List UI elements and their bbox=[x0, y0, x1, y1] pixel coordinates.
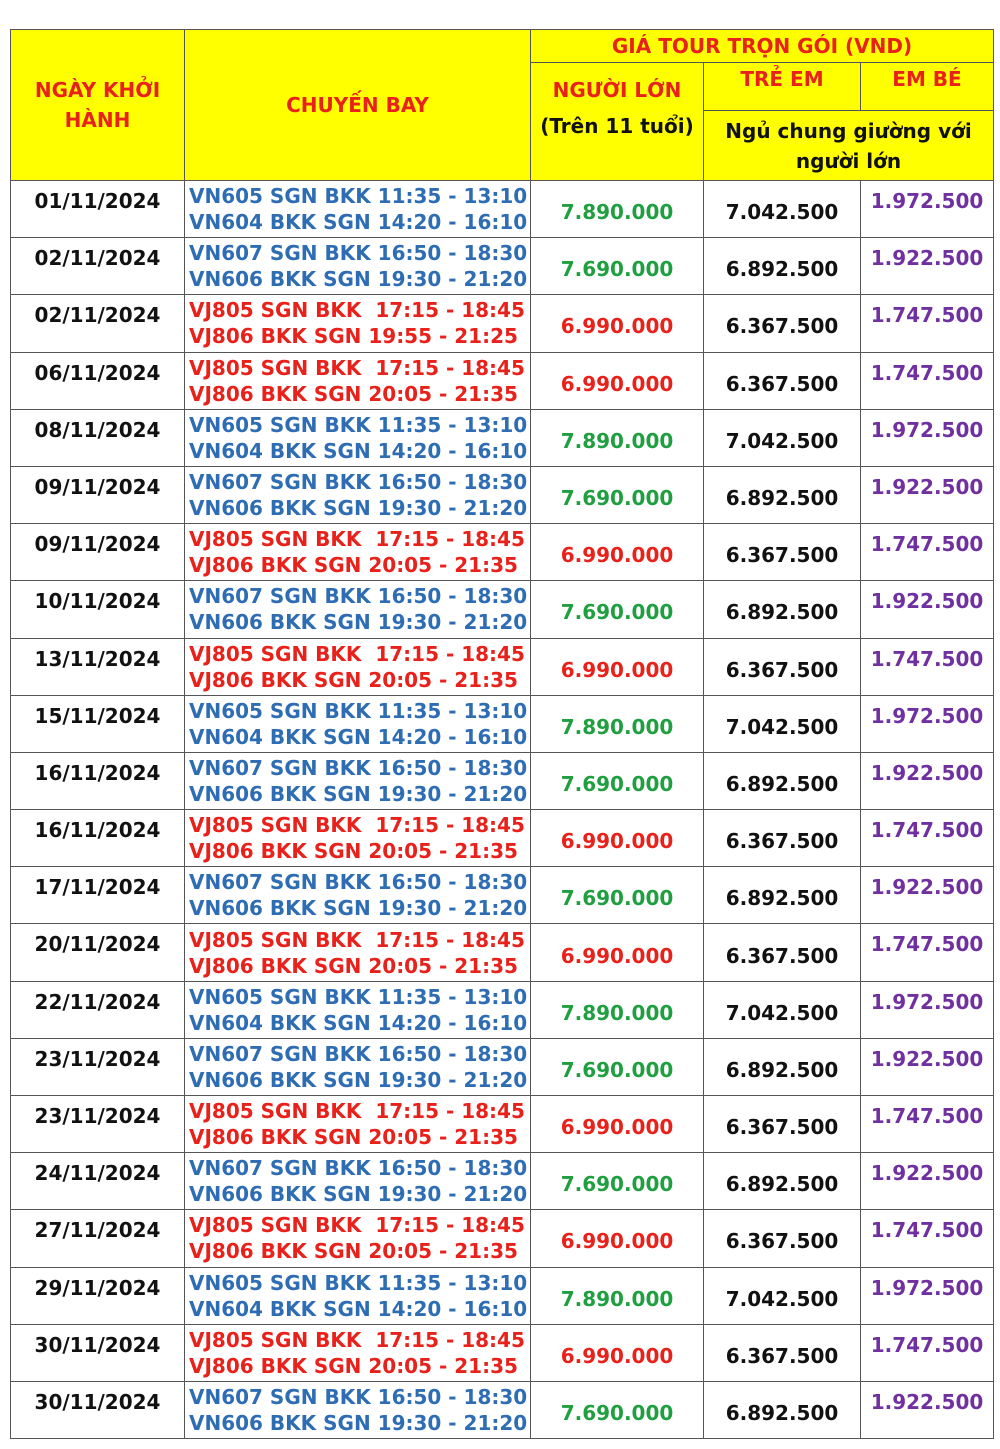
departure-date: 20/11/2024 bbox=[11, 924, 185, 981]
child-price: 6.367.500 bbox=[704, 810, 861, 867]
return-flight: VN606 BKK SGN 19:30 - 21:20 bbox=[189, 896, 528, 921]
adult-price: 7.890.000 bbox=[531, 1267, 704, 1324]
outbound-flight: VN605 SGN BKK 11:35 - 13:10 bbox=[189, 698, 528, 723]
table-row bbox=[11, 1381, 994, 1438]
adult-price: 6.990.000 bbox=[531, 810, 704, 867]
flight-info bbox=[185, 752, 531, 809]
outbound-flight: VJ805 SGN BKK 17:15 - 18:45 bbox=[189, 355, 525, 380]
header-infant: EM BÉ bbox=[861, 63, 994, 111]
departure-date: 22/11/2024 bbox=[11, 981, 185, 1038]
flight-info bbox=[185, 295, 531, 352]
adult-price: 7.690.000 bbox=[531, 466, 704, 523]
flight-info bbox=[185, 695, 531, 752]
child-price: 6.367.500 bbox=[704, 524, 861, 581]
table-row bbox=[11, 409, 994, 466]
outbound-flight: VJ805 SGN BKK 17:15 - 18:45 bbox=[189, 1099, 525, 1124]
adult-price: 6.990.000 bbox=[531, 1324, 704, 1381]
adult-price: 7.890.000 bbox=[531, 181, 704, 238]
table-row bbox=[11, 1096, 994, 1153]
header-departure-date: NGÀY KHỞI HÀNH bbox=[11, 30, 185, 181]
outbound-flight: VN607 SGN BKK 16:50 - 18:30 bbox=[189, 241, 528, 266]
flight-info bbox=[185, 352, 531, 409]
departure-date: 23/11/2024 bbox=[11, 1096, 185, 1153]
flight-info bbox=[185, 810, 531, 867]
child-price: 7.042.500 bbox=[704, 409, 861, 466]
outbound-flight: VN607 SGN BKK 16:50 - 18:30 bbox=[189, 1156, 528, 1181]
child-price: 6.892.500 bbox=[704, 867, 861, 924]
infant-price: 1.972.500 bbox=[861, 1267, 994, 1324]
adult-price: 7.690.000 bbox=[531, 1381, 704, 1438]
flight-info bbox=[185, 1267, 531, 1324]
infant-price: 1.747.500 bbox=[861, 295, 994, 352]
return-flight: VN606 BKK SGN 19:30 - 21:20 bbox=[189, 267, 528, 292]
outbound-flight: VJ805 SGN BKK 17:15 - 18:45 bbox=[189, 641, 525, 666]
adult-price: 7.690.000 bbox=[531, 581, 704, 638]
adult-price: 7.690.000 bbox=[531, 238, 704, 295]
outbound-flight: VJ805 SGN BKK 17:15 - 18:45 bbox=[189, 813, 525, 838]
departure-date: 09/11/2024 bbox=[11, 466, 185, 523]
return-flight: VN604 BKK SGN 14:20 - 16:10 bbox=[189, 1296, 528, 1321]
outbound-flight: VN607 SGN BKK 16:50 - 18:30 bbox=[189, 1041, 528, 1066]
child-price: 6.367.500 bbox=[704, 1096, 861, 1153]
return-flight: VJ806 BKK SGN 20:05 - 21:35 bbox=[189, 1125, 518, 1150]
adult-price: 6.990.000 bbox=[531, 1096, 704, 1153]
departure-date: 30/11/2024 bbox=[11, 1381, 185, 1438]
adult-price: 7.890.000 bbox=[531, 695, 704, 752]
return-flight: VJ806 BKK SGN 19:55 - 21:25 bbox=[189, 324, 518, 349]
child-price: 6.367.500 bbox=[704, 352, 861, 409]
flight-info bbox=[185, 638, 531, 695]
infant-price: 1.922.500 bbox=[861, 1381, 994, 1438]
flight-info bbox=[185, 181, 531, 238]
outbound-flight: VN605 SGN BKK 11:35 - 13:10 bbox=[189, 184, 528, 209]
child-price: 7.042.500 bbox=[704, 1267, 861, 1324]
flight-info bbox=[185, 1324, 531, 1381]
return-flight: VN606 BKK SGN 19:30 - 21:20 bbox=[189, 1067, 528, 1092]
outbound-flight: VN607 SGN BKK 16:50 - 18:30 bbox=[189, 870, 528, 895]
outbound-flight: VJ805 SGN BKK 17:15 - 18:45 bbox=[189, 1213, 525, 1238]
table-row bbox=[11, 1210, 994, 1267]
departure-date: 13/11/2024 bbox=[11, 638, 185, 695]
flight-info bbox=[185, 981, 531, 1038]
adult-price: 6.990.000 bbox=[531, 352, 704, 409]
infant-price: 1.922.500 bbox=[861, 581, 994, 638]
child-price: 6.892.500 bbox=[704, 1381, 861, 1438]
outbound-flight: VN607 SGN BKK 16:50 - 18:30 bbox=[189, 584, 528, 609]
departure-date: 02/11/2024 bbox=[11, 295, 185, 352]
infant-price: 1.747.500 bbox=[861, 924, 994, 981]
outbound-flight: VJ805 SGN BKK 17:15 - 18:45 bbox=[189, 927, 525, 952]
return-flight: VJ806 BKK SGN 20:05 - 21:35 bbox=[189, 953, 518, 978]
child-price: 7.042.500 bbox=[704, 981, 861, 1038]
departure-date: 02/11/2024 bbox=[11, 238, 185, 295]
child-price: 6.367.500 bbox=[704, 924, 861, 981]
header-child: TRẺ EM bbox=[704, 63, 861, 111]
infant-price: 1.922.500 bbox=[861, 238, 994, 295]
header-shared-bed-note: Ngủ chung giường với người lớn bbox=[704, 111, 994, 181]
departure-date: 24/11/2024 bbox=[11, 1153, 185, 1210]
return-flight: VN606 BKK SGN 19:30 - 21:20 bbox=[189, 1411, 528, 1436]
header-adult bbox=[531, 63, 704, 181]
tour-price-table bbox=[10, 29, 994, 1439]
child-price: 6.367.500 bbox=[704, 1324, 861, 1381]
outbound-flight: VN607 SGN BKK 16:50 - 18:30 bbox=[189, 755, 528, 780]
return-flight: VN606 BKK SGN 19:30 - 21:20 bbox=[189, 610, 528, 635]
child-price: 6.367.500 bbox=[704, 295, 861, 352]
outbound-flight: VN607 SGN BKK 16:50 - 18:30 bbox=[189, 1385, 528, 1410]
departure-date: 30/11/2024 bbox=[11, 1324, 185, 1381]
infant-price: 1.972.500 bbox=[861, 181, 994, 238]
departure-date: 27/11/2024 bbox=[11, 1210, 185, 1267]
infant-price: 1.972.500 bbox=[861, 695, 994, 752]
flight-info bbox=[185, 581, 531, 638]
adult-price: 7.890.000 bbox=[531, 409, 704, 466]
child-price: 6.892.500 bbox=[704, 581, 861, 638]
table-row bbox=[11, 1153, 994, 1210]
infant-price: 1.922.500 bbox=[861, 1153, 994, 1210]
infant-price: 1.747.500 bbox=[861, 524, 994, 581]
adult-price: 7.890.000 bbox=[531, 981, 704, 1038]
table-row bbox=[11, 1324, 994, 1381]
flight-info bbox=[185, 524, 531, 581]
return-flight: VJ806 BKK SGN 20:05 - 21:35 bbox=[189, 667, 518, 692]
adult-price: 7.690.000 bbox=[531, 867, 704, 924]
table-row bbox=[11, 924, 994, 981]
header-price-group: GIÁ TOUR TRỌN GÓI (VND) bbox=[531, 30, 994, 63]
infant-price: 1.747.500 bbox=[861, 810, 994, 867]
flight-info bbox=[185, 1038, 531, 1095]
table-row bbox=[11, 1038, 994, 1095]
return-flight: VN604 BKK SGN 14:20 - 16:10 bbox=[189, 724, 528, 749]
infant-price: 1.747.500 bbox=[861, 1210, 994, 1267]
flight-info bbox=[185, 238, 531, 295]
return-flight: VN604 BKK SGN 14:20 - 16:10 bbox=[189, 1010, 528, 1035]
departure-date: 16/11/2024 bbox=[11, 752, 185, 809]
departure-date: 16/11/2024 bbox=[11, 810, 185, 867]
child-price: 6.892.500 bbox=[704, 1153, 861, 1210]
child-price: 7.042.500 bbox=[704, 695, 861, 752]
outbound-flight: VN605 SGN BKK 11:35 - 13:10 bbox=[189, 984, 528, 1009]
outbound-flight: VN605 SGN BKK 11:35 - 13:10 bbox=[189, 1270, 528, 1295]
flight-info bbox=[185, 924, 531, 981]
table-row bbox=[11, 181, 994, 238]
child-price: 6.367.500 bbox=[704, 638, 861, 695]
departure-date: 17/11/2024 bbox=[11, 867, 185, 924]
flight-info bbox=[185, 409, 531, 466]
return-flight: VJ806 BKK SGN 20:05 - 21:35 bbox=[189, 839, 518, 864]
child-price: 6.892.500 bbox=[704, 238, 861, 295]
header-adult-label: NGƯỜI LỚN bbox=[552, 78, 682, 102]
table-row bbox=[11, 524, 994, 581]
adult-price: 6.990.000 bbox=[531, 295, 704, 352]
flight-info bbox=[185, 1381, 531, 1438]
table-row bbox=[11, 752, 994, 809]
table-row bbox=[11, 638, 994, 695]
header-flight: CHUYẾN BAY bbox=[185, 30, 531, 181]
departure-date: 29/11/2024 bbox=[11, 1267, 185, 1324]
table-row bbox=[11, 810, 994, 867]
table-row bbox=[11, 295, 994, 352]
child-price: 6.892.500 bbox=[704, 1038, 861, 1095]
flight-info bbox=[185, 1210, 531, 1267]
adult-price: 6.990.000 bbox=[531, 924, 704, 981]
adult-price: 6.990.000 bbox=[531, 1210, 704, 1267]
table-row bbox=[11, 981, 994, 1038]
child-price: 6.892.500 bbox=[704, 752, 861, 809]
departure-date: 23/11/2024 bbox=[11, 1038, 185, 1095]
return-flight: VN604 BKK SGN 14:20 - 16:10 bbox=[189, 210, 528, 235]
departure-date: 15/11/2024 bbox=[11, 695, 185, 752]
return-flight: VJ806 BKK SGN 20:05 - 21:35 bbox=[189, 1353, 518, 1378]
header-adult-note: (Trên 11 tuổi) bbox=[540, 114, 694, 138]
departure-date: 08/11/2024 bbox=[11, 409, 185, 466]
table-row bbox=[11, 466, 994, 523]
adult-price: 7.690.000 bbox=[531, 1153, 704, 1210]
flight-info bbox=[185, 466, 531, 523]
flight-info bbox=[185, 1096, 531, 1153]
infant-price: 1.747.500 bbox=[861, 1324, 994, 1381]
return-flight: VN606 BKK SGN 19:30 - 21:20 bbox=[189, 781, 528, 806]
return-flight: VJ806 BKK SGN 20:05 - 21:35 bbox=[189, 381, 518, 406]
infant-price: 1.747.500 bbox=[861, 638, 994, 695]
return-flight: VN606 BKK SGN 19:30 - 21:20 bbox=[189, 1182, 528, 1207]
table-row bbox=[11, 867, 994, 924]
adult-price: 7.690.000 bbox=[531, 752, 704, 809]
infant-price: 1.922.500 bbox=[861, 867, 994, 924]
infant-price: 1.922.500 bbox=[861, 466, 994, 523]
child-price: 6.367.500 bbox=[704, 1210, 861, 1267]
table-row bbox=[11, 695, 994, 752]
departure-date: 01/11/2024 bbox=[11, 181, 185, 238]
infant-price: 1.922.500 bbox=[861, 1038, 994, 1095]
outbound-flight: VN607 SGN BKK 16:50 - 18:30 bbox=[189, 470, 528, 495]
table-row bbox=[11, 238, 994, 295]
flight-info bbox=[185, 1153, 531, 1210]
departure-date: 10/11/2024 bbox=[11, 581, 185, 638]
return-flight: VJ806 BKK SGN 20:05 - 21:35 bbox=[189, 553, 518, 578]
table-row bbox=[11, 352, 994, 409]
outbound-flight: VJ805 SGN BKK 17:15 - 18:45 bbox=[189, 527, 525, 552]
table-row bbox=[11, 581, 994, 638]
infant-price: 1.747.500 bbox=[861, 352, 994, 409]
adult-price: 6.990.000 bbox=[531, 638, 704, 695]
outbound-flight: VN605 SGN BKK 11:35 - 13:10 bbox=[189, 412, 528, 437]
child-price: 7.042.500 bbox=[704, 181, 861, 238]
outbound-flight: VJ805 SGN BKK 17:15 - 18:45 bbox=[189, 1327, 525, 1352]
infant-price: 1.972.500 bbox=[861, 981, 994, 1038]
outbound-flight: VJ805 SGN BKK 17:15 - 18:45 bbox=[189, 298, 525, 323]
table-row bbox=[11, 1267, 994, 1324]
adult-price: 7.690.000 bbox=[531, 1038, 704, 1095]
return-flight: VN604 BKK SGN 14:20 - 16:10 bbox=[189, 438, 528, 463]
return-flight: VN606 BKK SGN 19:30 - 21:20 bbox=[189, 496, 528, 521]
departure-date: 06/11/2024 bbox=[11, 352, 185, 409]
infant-price: 1.747.500 bbox=[861, 1096, 994, 1153]
infant-price: 1.922.500 bbox=[861, 752, 994, 809]
departure-date: 09/11/2024 bbox=[11, 524, 185, 581]
child-price: 6.892.500 bbox=[704, 466, 861, 523]
flight-info bbox=[185, 867, 531, 924]
infant-price: 1.972.500 bbox=[861, 409, 994, 466]
return-flight: VJ806 BKK SGN 20:05 - 21:35 bbox=[189, 1239, 518, 1264]
adult-price: 6.990.000 bbox=[531, 524, 704, 581]
